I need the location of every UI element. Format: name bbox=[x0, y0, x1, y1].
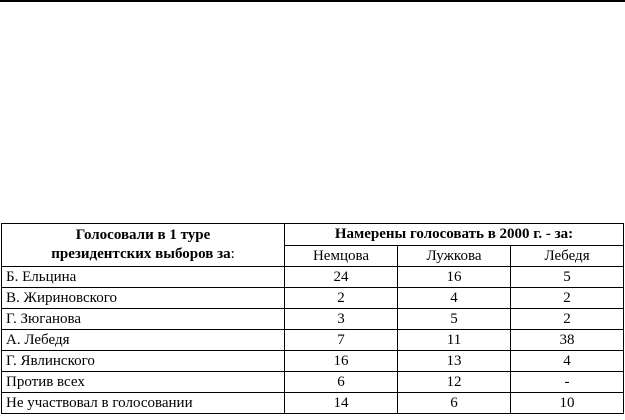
cell-value: 14 bbox=[285, 393, 398, 414]
row-label: Г. Зюганова bbox=[2, 309, 285, 330]
header-voted-first-round bbox=[2, 224, 285, 267]
row-label: Против всех bbox=[2, 372, 285, 393]
header-row bbox=[2, 224, 624, 246]
row-label: В. Жириновского bbox=[2, 288, 285, 309]
header-left-colon: : bbox=[230, 246, 235, 262]
row-label: Б. Ельцина bbox=[2, 267, 285, 288]
cell-value: - bbox=[511, 372, 624, 393]
cell-value: 5 bbox=[398, 309, 511, 330]
table-row bbox=[2, 393, 624, 414]
row-label: А. Лебедя bbox=[2, 330, 285, 351]
cell-value: 10 bbox=[511, 393, 624, 414]
table-row bbox=[2, 267, 624, 288]
cell-value: 4 bbox=[511, 351, 624, 372]
column-header-nemtsov: Немцова bbox=[285, 245, 398, 267]
cell-value: 38 bbox=[511, 330, 624, 351]
row-label: Г. Явлинского bbox=[2, 351, 285, 372]
cell-value: 24 bbox=[285, 267, 398, 288]
table-row bbox=[2, 309, 624, 330]
cell-value: 3 bbox=[285, 309, 398, 330]
cell-value: 16 bbox=[398, 267, 511, 288]
cell-value: 13 bbox=[398, 351, 511, 372]
cell-value: 6 bbox=[285, 372, 398, 393]
cell-value: 6 bbox=[398, 393, 511, 414]
table-row bbox=[2, 330, 624, 351]
table-row bbox=[2, 351, 624, 372]
cell-value: 12 bbox=[398, 372, 511, 393]
top-rule bbox=[0, 0, 625, 2]
cell-value: 16 bbox=[285, 351, 398, 372]
poll-table bbox=[1, 223, 624, 414]
cell-value: 2 bbox=[511, 309, 624, 330]
column-header-luzhkov: Лужкова bbox=[398, 245, 511, 267]
column-header-lebed: Лебедя bbox=[511, 245, 624, 267]
cell-value: 2 bbox=[285, 288, 398, 309]
row-label: Не участвовал в голосовании bbox=[2, 393, 285, 414]
header-intend-to-vote: Намерены голосовать в 2000 г. - за: bbox=[285, 224, 624, 246]
cell-value: 7 bbox=[285, 330, 398, 351]
table-row bbox=[2, 372, 624, 393]
table-row bbox=[2, 288, 624, 309]
cell-value: 4 bbox=[398, 288, 511, 309]
cell-value: 2 bbox=[511, 288, 624, 309]
header-left-line2: президентских выборов за bbox=[51, 246, 231, 262]
header-left-line1: Голосовали в 1 туре bbox=[75, 227, 211, 243]
cell-value: 5 bbox=[511, 267, 624, 288]
cell-value: 11 bbox=[398, 330, 511, 351]
